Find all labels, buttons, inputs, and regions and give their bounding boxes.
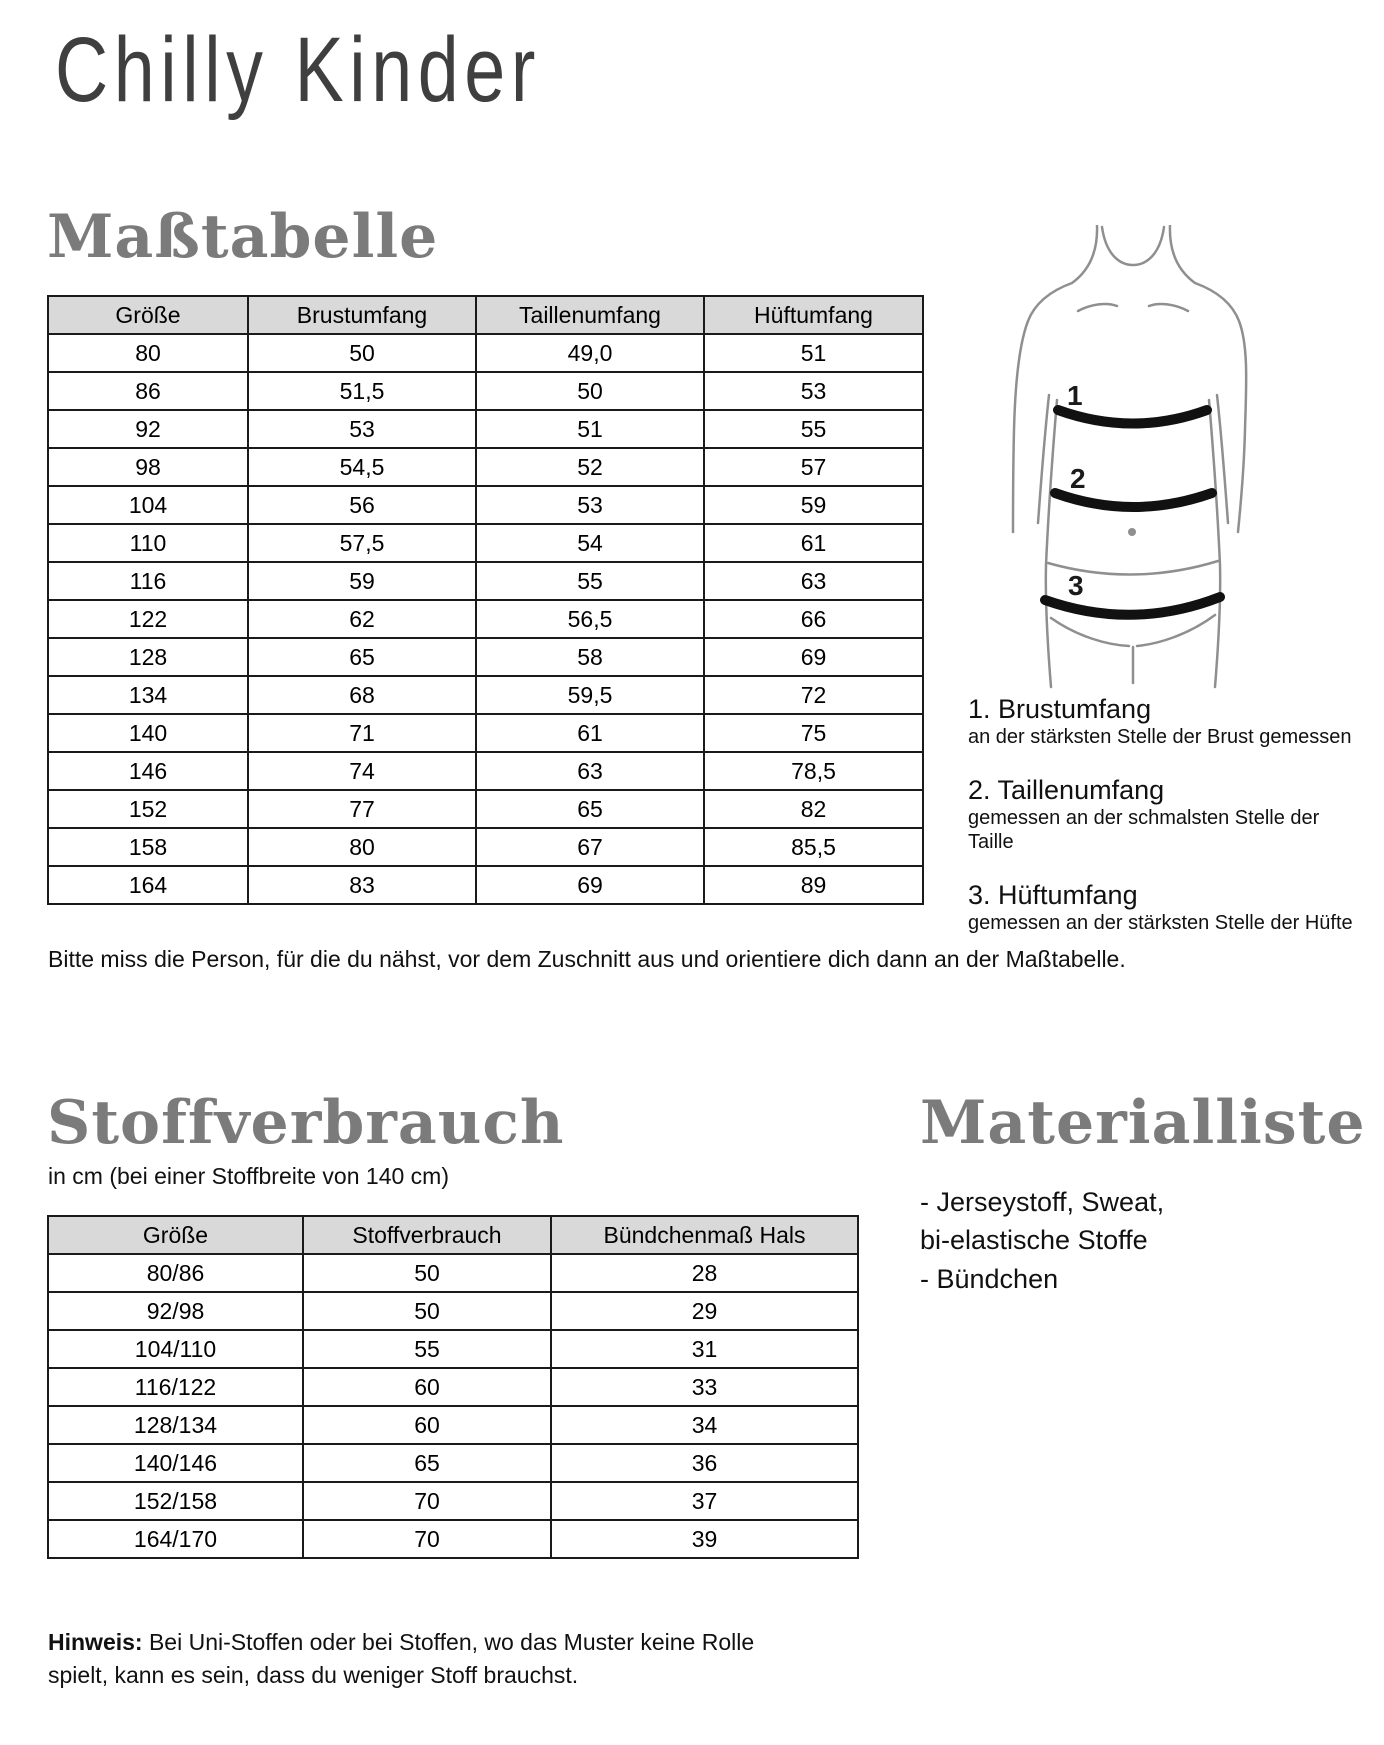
table-cell: 59 [248, 562, 476, 600]
table-row [48, 1368, 858, 1406]
table-cell: 55 [704, 410, 923, 448]
table-cell: 60 [303, 1368, 551, 1406]
table-cell: 65 [248, 638, 476, 676]
fabric-hint [48, 1626, 818, 1693]
table-row [48, 448, 923, 486]
table-cell: 29 [551, 1292, 858, 1330]
table-row [48, 410, 923, 448]
legend-title: 3. Hüftumfang [968, 880, 1138, 911]
fabric-usage-heading: Stoffverbrauch [47, 1088, 565, 1158]
table-cell: 71 [248, 714, 476, 752]
table-row [48, 1520, 858, 1558]
table-cell: 53 [476, 486, 704, 524]
table-cell: 54 [476, 524, 704, 562]
fabric-usage-subtitle: in cm (bei einer Stoffbreite von 140 cm) [48, 1163, 449, 1189]
table-header-row [48, 296, 923, 334]
table-cell: 69 [476, 866, 704, 904]
table-cell: 82 [704, 790, 923, 828]
waist-band-label: 2 [1070, 463, 1086, 494]
table-cell: 60 [303, 1406, 551, 1444]
waist-band [1055, 493, 1212, 507]
table-cell: 28 [551, 1254, 858, 1292]
table-cell: 55 [303, 1330, 551, 1368]
table-cell: 61 [704, 524, 923, 562]
table-cell: 75 [704, 714, 923, 752]
table-cell: 69 [704, 638, 923, 676]
table-cell: 54,5 [248, 448, 476, 486]
table-cell: 37 [551, 1482, 858, 1520]
table-row [48, 1444, 858, 1482]
table-row [48, 1406, 858, 1444]
table-cell: 58 [476, 638, 704, 676]
table-row [48, 1292, 858, 1330]
table-cell: 39 [551, 1520, 858, 1558]
mass-table-heading: Maßtabelle [47, 202, 439, 272]
fabric-hint-label: Hinweis: [48, 1629, 143, 1655]
table-cell: 53 [248, 410, 476, 448]
hip-band-label: 3 [1068, 570, 1084, 601]
table-cell: 83 [248, 866, 476, 904]
table-cell: 50 [476, 372, 704, 410]
table-cell: 78,5 [704, 752, 923, 790]
measuring-note: Bitte miss die Person, für die du nähst, vor dem Zuschnitt aus und orientiere dich dann an der Maßtabelle. [48, 946, 1126, 972]
table-row [48, 562, 923, 600]
page-title: Chilly Kinder [55, 19, 541, 121]
table-cell: 50 [303, 1292, 551, 1330]
table-cell: 34 [551, 1406, 858, 1444]
table-cell: 152/158 [48, 1482, 303, 1520]
measurement-legend [968, 694, 1368, 961]
table-row [48, 714, 923, 752]
table-cell: 66 [704, 600, 923, 638]
fabric-hint-text: Bei Uni-Stoffen oder bei Stoffen, wo das Muster keine Rolle spielt, kann es sein, dass du weniger Stoff brauchst. [48, 1629, 755, 1689]
table-row [48, 1482, 858, 1520]
table-cell: 72 [704, 676, 923, 714]
legend-title: 1. Brustumfang [968, 694, 1152, 724]
table-cell: 80/86 [48, 1254, 303, 1292]
table-row [48, 676, 923, 714]
table-cell: 63 [704, 562, 923, 600]
table-cell: 122 [48, 600, 248, 638]
table-row [48, 828, 923, 866]
fabric-usage-table [47, 1215, 859, 1559]
table-cell: 31 [551, 1330, 858, 1368]
table-cell: 110 [48, 524, 248, 562]
table-row [48, 372, 923, 410]
table-cell: 80 [248, 828, 476, 866]
table-cell: 116/122 [48, 1368, 303, 1406]
table-row [48, 486, 923, 524]
table-cell: 56 [248, 486, 476, 524]
material-list-item: - Bündchen [920, 1263, 1059, 1294]
table-cell: 61 [476, 714, 704, 752]
column-header: Brustumfang [248, 296, 476, 334]
table-cell: 53 [704, 372, 923, 410]
material-list-item: - Jerseystoff, Sweat, [920, 1187, 1165, 1217]
table-cell: 50 [303, 1254, 551, 1292]
table-row [48, 790, 923, 828]
table-cell: 158 [48, 828, 248, 866]
legend-title: 2. Taillenumfang [968, 775, 1165, 806]
legend-description: an der stärksten Stelle der Brust gemessen [968, 726, 1352, 749]
table-cell: 59,5 [476, 676, 704, 714]
table-row [48, 1254, 858, 1292]
table-cell: 51 [704, 334, 923, 372]
table-cell: 65 [476, 790, 704, 828]
table-cell: 89 [704, 866, 923, 904]
material-list-heading: Materialliste [920, 1088, 1366, 1158]
table-row [48, 600, 923, 638]
column-header: Größe [48, 296, 248, 334]
table-cell: 77 [248, 790, 476, 828]
table-cell: 146 [48, 752, 248, 790]
table-cell: 80 [48, 334, 248, 372]
body-outline-illustration [945, 225, 1255, 700]
table-cell: 104/110 [48, 1330, 303, 1368]
table-cell: 70 [303, 1482, 551, 1520]
legend-description: gemessen an der schmalsten Stelle der Taille [968, 807, 1320, 854]
table-cell: 63 [476, 752, 704, 790]
table-cell: 70 [303, 1520, 551, 1558]
column-header: Größe [48, 1216, 303, 1254]
legend-description: gemessen an der stärksten Stelle der Hüfte [968, 912, 1353, 935]
body-measurement-figure [945, 225, 1255, 700]
table-row [48, 866, 923, 904]
table-cell: 59 [704, 486, 923, 524]
table-cell: 92/98 [48, 1292, 303, 1330]
legend-item-chest [968, 694, 1368, 749]
column-header: Hüftumfang [704, 296, 923, 334]
table-cell: 128 [48, 638, 248, 676]
table-cell: 164 [48, 866, 248, 904]
column-header: Stoffverbrauch [303, 1216, 551, 1254]
column-header: Bündchenmaß Hals [551, 1216, 858, 1254]
table-cell: 50 [248, 334, 476, 372]
column-header: Taillenumfang [476, 296, 704, 334]
table-cell: 98 [48, 448, 248, 486]
table-cell: 85,5 [704, 828, 923, 866]
table-cell: 134 [48, 676, 248, 714]
table-cell: 65 [303, 1444, 551, 1482]
table-cell: 116 [48, 562, 248, 600]
table-cell: 51 [476, 410, 704, 448]
table-cell: 74 [248, 752, 476, 790]
table-cell: 62 [248, 600, 476, 638]
table-cell: 51,5 [248, 372, 476, 410]
table-cell: 86 [48, 372, 248, 410]
table-cell: 92 [48, 410, 248, 448]
table-row [48, 752, 923, 790]
table-cell: 152 [48, 790, 248, 828]
table-row [48, 638, 923, 676]
legend-item-hip [968, 880, 1368, 935]
table-cell: 36 [551, 1444, 858, 1482]
chest-band-label: 1 [1067, 380, 1083, 411]
table-row [48, 524, 923, 562]
table-cell: 140/146 [48, 1444, 303, 1482]
table-cell: 104 [48, 486, 248, 524]
table-row [48, 1330, 858, 1368]
table-cell: 49,0 [476, 334, 704, 372]
table-cell: 55 [476, 562, 704, 600]
material-list [920, 1183, 1164, 1298]
table-cell: 68 [248, 676, 476, 714]
table-cell: 33 [551, 1368, 858, 1406]
chest-band [1058, 410, 1207, 424]
table-cell: 57,5 [248, 524, 476, 562]
table-cell: 57 [704, 448, 923, 486]
table-cell: 128/134 [48, 1406, 303, 1444]
table-cell: 52 [476, 448, 704, 486]
measurement-table [47, 295, 924, 905]
table-header-row [48, 1216, 858, 1254]
table-cell: 56,5 [476, 600, 704, 638]
table-cell: 164/170 [48, 1520, 303, 1558]
material-list-item: bi-elastische Stoffe [920, 1225, 1148, 1256]
navel-dot [1128, 528, 1136, 536]
table-cell: 140 [48, 714, 248, 752]
table-row [48, 334, 923, 372]
legend-item-waist [968, 775, 1368, 854]
table-cell: 67 [476, 828, 704, 866]
